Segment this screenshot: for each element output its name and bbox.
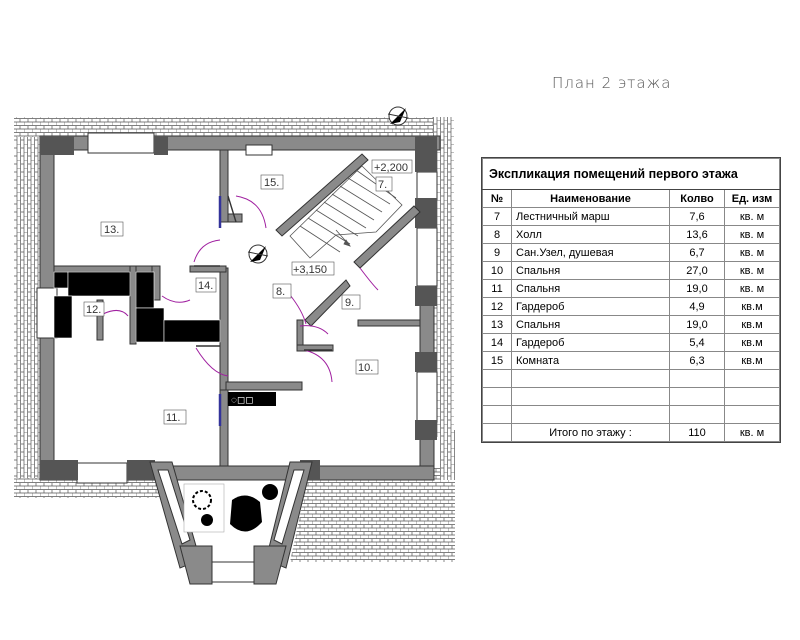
row-number: 10 [483, 262, 512, 280]
furniture-bay [184, 484, 278, 532]
level-mark-2200: +2,200 [374, 162, 408, 174]
north-arrow-icon [388, 107, 408, 125]
row-number: 7 [483, 208, 512, 226]
row-number: 9 [483, 244, 512, 262]
row-unit: кв. м [725, 262, 780, 280]
empty-row [483, 388, 780, 406]
plan-title: План 2 этажа [552, 74, 672, 92]
row-number: 14 [483, 334, 512, 352]
row-number: 15 [483, 352, 512, 370]
row-qty: 13,6 [670, 226, 725, 244]
row-unit: кв.м [725, 316, 780, 334]
row-name: Сан.Узел, душевая [512, 244, 670, 262]
room-label-14: 14. [198, 280, 214, 292]
heating-unit [228, 392, 276, 406]
total-value: 110 [670, 424, 725, 442]
room-label-8: 8. [276, 286, 286, 298]
empty-row [483, 370, 780, 388]
explication-caption: Экспликация помещений первого этажа [483, 159, 780, 190]
room-label-9: 9. [345, 297, 355, 309]
level-mark-3150: +3,150 [293, 264, 327, 276]
wardrobe-shelves [54, 272, 220, 342]
total-unit: кв. м [725, 424, 780, 442]
room-label-10: 10. [358, 362, 374, 374]
row-number: 12 [483, 298, 512, 316]
table-row [483, 244, 780, 262]
row-number: 11 [483, 280, 512, 298]
table-row [483, 352, 780, 370]
row-qty: 5,4 [670, 334, 725, 352]
room-label-7: 7. [378, 179, 388, 191]
table-row [483, 262, 780, 280]
row-qty: 19,0 [670, 280, 725, 298]
level-marker-icon [248, 245, 268, 263]
row-unit: кв. м [725, 208, 780, 226]
row-qty: 7,6 [670, 208, 725, 226]
header-number: № [483, 190, 512, 208]
row-qty: 27,0 [670, 262, 725, 280]
row-name: Спальня [512, 316, 670, 334]
svg-text:◌◻◻: ◌◻◻ [231, 395, 254, 406]
row-name: Лестничный марш [512, 208, 670, 226]
row-unit: кв.м [725, 352, 780, 370]
row-unit: кв.м [725, 334, 780, 352]
total-row [483, 424, 780, 442]
row-name: Холл [512, 226, 670, 244]
table-row [483, 334, 780, 352]
row-qty: 6,7 [670, 244, 725, 262]
room-label-15: 15. [264, 177, 280, 189]
empty-row [483, 406, 780, 424]
row-qty: 4,9 [670, 298, 725, 316]
table-header [483, 190, 780, 208]
table-row [483, 298, 780, 316]
explication-table [481, 157, 781, 443]
row-name: Комната [512, 352, 670, 370]
table-row [483, 316, 780, 334]
room-label-13: 13. [104, 224, 120, 236]
row-unit: кв.м [725, 298, 780, 316]
row-name: Гардероб [512, 298, 670, 316]
row-qty: 19,0 [670, 316, 725, 334]
row-qty: 6,3 [670, 352, 725, 370]
row-name: Спальня [512, 280, 670, 298]
row-unit: кв. м [725, 226, 780, 244]
header-name: Наименование [512, 190, 670, 208]
header-unit: Ед. изм [725, 190, 780, 208]
table-row [483, 280, 780, 298]
room-label-11: 11. [166, 412, 181, 424]
row-name: Гардероб [512, 334, 670, 352]
row-unit: кв. м [725, 244, 780, 262]
row-number: 8 [483, 226, 512, 244]
row-number: 13 [483, 316, 512, 334]
table-row [483, 226, 780, 244]
row-unit: кв. м [725, 280, 780, 298]
header-qty: Колво [670, 190, 725, 208]
total-label: Итого по этажу : [512, 424, 670, 442]
table-row [483, 208, 780, 226]
row-name: Спальня [512, 262, 670, 280]
room-label-12: 12. [86, 304, 102, 316]
